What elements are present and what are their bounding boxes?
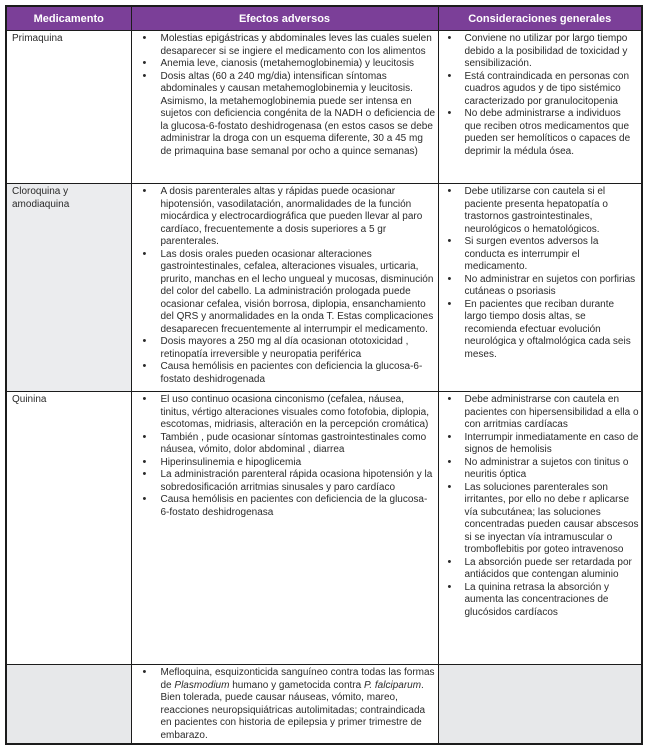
bullet-item: • A dosis parenterales altas y rápidas puede ocasionar hipotensión, vasodilatación, anormalidades de la función miocárdica y electrocardiográfica que pueden llevar al paro cardíaco, frecuentemente a dosis superiores a 5 gr parenterales. xyxy=(134,186,436,249)
text-segment: . Bien tolerada, puede causar náuseas, vómito, mareo, reacciones neuropsiquiátricas autolimitadas; contraindicada en pacientes con historia de epilepsia y primer trimestre de embarazo. xyxy=(160,679,426,741)
bullet-item: • Anemia leve, cianosis (metahemoglobinemia) y leucitosis xyxy=(134,58,436,71)
italic-text-segment: Plasmodium xyxy=(174,679,230,691)
bullet-item: • Si surgen eventos adversos la conducta es interrumpir el medicamento. xyxy=(441,236,640,274)
bullet-item: • No administrar en sujetos con porfirias cutáneas o psoriasis xyxy=(441,274,640,299)
bullet-item: • No debe administrarse a individuos que reciben otros medicamentos que pueden ser hemolíticos o capaces de deprimir la médula ósea. xyxy=(441,108,640,158)
bullet-item: • Interrumpir inmediatamente en caso de signos de hemolisis xyxy=(441,432,640,457)
general-considerations-cell xyxy=(438,184,642,392)
general-considerations-cell xyxy=(438,31,642,184)
header-cell-efectos-adversos: Efectos adversos xyxy=(131,6,438,31)
adverse-effects-list xyxy=(134,33,436,158)
considerations-list xyxy=(441,33,640,158)
adverse-effects-cell xyxy=(131,31,438,184)
bullet-item: • Las soluciones parenterales son irritantes, por ello no debe r aplicarse vía subcutánea; las soluciones concentradas pueden causar abscesos si se inyectan vía intramuscular o tromboflebitis por goteo intravenoso xyxy=(441,482,640,557)
medication-name-cell: Quinina xyxy=(6,392,131,665)
table-header-row xyxy=(6,6,642,31)
bullet-item: • Está contraindicada en personas con cuadros agudos y de tipo sistémico caracterizado por granulocitopenia xyxy=(441,71,640,109)
bullet-item: • Causa hemólisis en pacientes con deficiencia la glucosa-6-fostato deshidrogenada xyxy=(134,361,436,386)
table-row-mefloquina xyxy=(6,665,642,745)
header-cell-medicamento: Medicamento xyxy=(6,6,131,31)
bullet-item: • Dosis mayores a 250 mg al día ocasionan ototoxicidad , retinopatía irreversible y neuropatia periférica xyxy=(134,336,436,361)
text-segment: humano y gametocida contra xyxy=(229,679,364,691)
table-row-quinina xyxy=(6,392,642,665)
general-considerations-cell-empty xyxy=(438,665,642,745)
medication-name-cell: Cloroquina y amodiaquina xyxy=(6,184,131,392)
bullet-item: • La administración parenteral rápida ocasiona hipotensión y la sobredosificación arritmias sinusales y paro cardíaco xyxy=(134,469,436,494)
bullet-item: • En pacientes que reciban durante largo tiempo dosis altas, se recomienda efectuar evolución neurológica y oftalmológica cada seis meses. xyxy=(441,299,640,362)
bullet-item: • Debe administrarse con cautela en pacientes con hipersensibilidad a ella o con arritmias cardíacas xyxy=(441,394,640,432)
bullet-item: • Molestias epigástricas y abdominales leves las cuales suelen desaparecer si se ingiere el medicamento con los alimentos xyxy=(134,33,436,58)
adverse-effects-cell xyxy=(131,665,438,745)
bullet-item xyxy=(134,667,436,742)
bullet-item: • No administrar a sujetos con tinitus o neuritis óptica xyxy=(441,457,640,482)
italic-text-segment: P. falciparum xyxy=(363,679,422,691)
medication-table xyxy=(5,5,643,745)
adverse-effects-cell xyxy=(131,392,438,665)
bullet-item: • Dosis altas (60 a 240 mg/dia) intensifican síntomas abdominales y causan metahemoglobinemia y leucitosis. Asimismo, la metahemoglobinemia puede ser intensa en sujetos con deficiencia congénita de la NADH o deficiencia de la glucosa-6-fostato deshidrogenasa (en estos casos se debe administrar la droga con un esquema diferente, 30 a 45 mg de primaquina base semanal por ocho a quince semanas) xyxy=(134,71,436,159)
considerations-list xyxy=(441,186,640,361)
text-segment: Mefloquina, esquizonticida sanguíneo contra todas las formas de xyxy=(160,667,435,691)
bullet-item: • La absorción puede ser retardada por antiácidos que contengan aluminio xyxy=(441,557,640,582)
adverse-effects-list xyxy=(134,667,436,742)
bullet-item: • Conviene no utilizar por largo tiempo debido a la posibilidad de toxicidad y sensibilización. xyxy=(441,33,640,71)
bullet-item: • Las dosis orales pueden ocasionar alteraciones gastrointestinales, cefalea, alteraciones visuales, urticaria, prurito, manchas en el lecho ungueal y mucosas, disminución del color del cabello. La administración prologada puede ocasionar cefalea, visión borrosa, diplopia, ensanchamiento del QRS y anormalidades en la onda T. Estas complicaciones desaparecen frecuentemente al interrumpir el medicamento. xyxy=(134,249,436,337)
medication-name-cell-empty xyxy=(6,665,131,745)
table-row-cloroquina-amodiaquina xyxy=(6,184,642,392)
bullet-item: • Hiperinsulinemia e hipoglicemia xyxy=(134,457,436,470)
header-cell-consideraciones-generales: Consideraciones generales xyxy=(438,6,642,31)
adverse-effects-list xyxy=(134,186,436,386)
bullet-item: • La quinina retrasa la absorción y aumenta las concentraciones de glucósidos cardíacos xyxy=(441,582,640,620)
bullet-item: • Debe utilizarse con cautela si el paciente presenta hepatopatía o trastornos gastrointestinales, neurológicos o hematológicos. xyxy=(441,186,640,236)
general-considerations-cell xyxy=(438,392,642,665)
adverse-effects-cell xyxy=(131,184,438,392)
bullet-item: • El uso continuo ocasiona cinconismo (cefalea, náusea, tinitus, vértigo alteraciones visuales como fotofobia, diplopia, escotomas, midriasis, alteración en la percepción cromática) xyxy=(134,394,436,432)
bullet-item: • Causa hemólisis en pacientes con deficiencia de la glucosa-6-fostato deshidrogenasa xyxy=(134,494,436,519)
table-row-primaquina xyxy=(6,31,642,184)
bullet-item: • También , pude ocasionar síntomas gastrointestinales como náusea, vómito, dolor abdominal , diarrea xyxy=(134,432,436,457)
considerations-list xyxy=(441,394,640,619)
adverse-effects-list xyxy=(134,394,436,519)
medication-name-cell: Primaquina xyxy=(6,31,131,184)
